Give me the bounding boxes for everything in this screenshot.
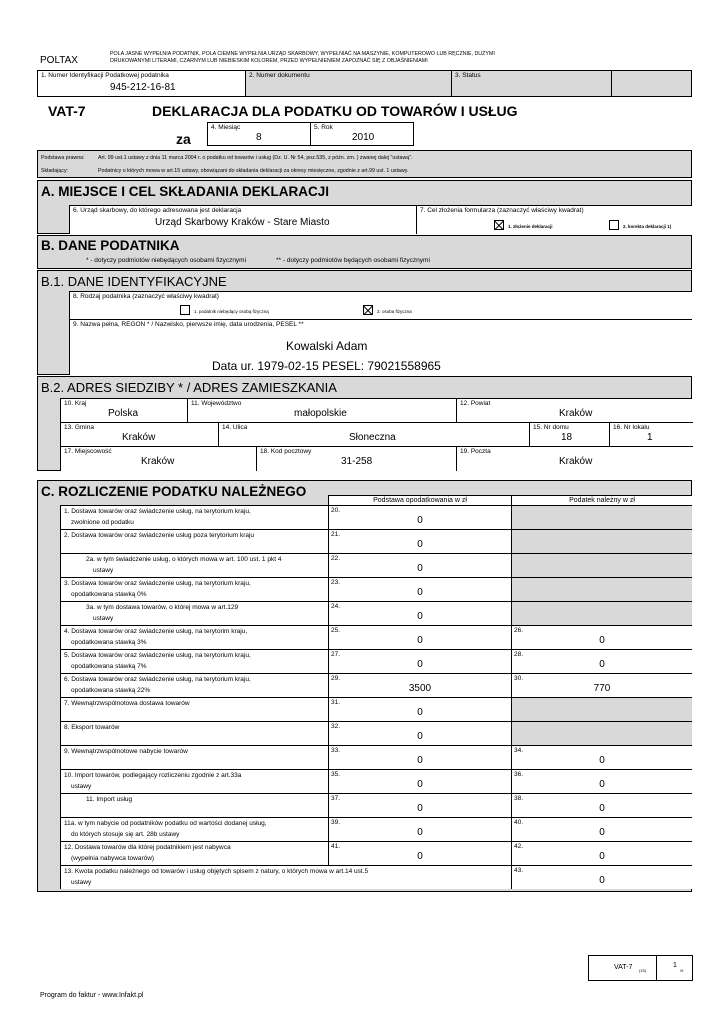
tax-due-field-number: 26. bbox=[514, 627, 524, 634]
tax-row bbox=[60, 601, 692, 625]
footer-form-version: (15) bbox=[639, 968, 647, 973]
tax-row bbox=[60, 721, 692, 745]
tax-base-field-number: 35. bbox=[331, 771, 341, 778]
tax-base-field-number: 41. bbox=[331, 843, 341, 850]
tax-due-value: 0 bbox=[599, 803, 605, 814]
tax-row-label-cell bbox=[60, 625, 328, 649]
county-label: 12. Powiat bbox=[460, 400, 491, 407]
submitter-text: Podatnicy o których mowa w art.15 ustawy, obowiązani do składania deklaracji za okresy miesięczne, zgodnie z art.99 ust. 1 ustawy. bbox=[98, 168, 409, 174]
submitter-label: Składający: bbox=[41, 168, 69, 174]
document-number-field bbox=[246, 71, 452, 96]
tax-row-label-line-1: 2. Dostawa towarów oraz świadczenie usług poza terytorium kraju bbox=[64, 532, 255, 539]
section-b2 bbox=[37, 376, 692, 471]
tax-due-cell bbox=[511, 505, 692, 529]
tax-due-cell[interactable] bbox=[511, 673, 692, 697]
tax-row bbox=[60, 529, 692, 553]
tax-row-label-line-1: 12. Dostawa towarów dla której podatnikiem jest nabywca bbox=[64, 844, 231, 851]
tax-row-label-line-1: 11a. w tym nabycie od podatników podatku od wartości dodanej usług, bbox=[64, 820, 267, 827]
tax-base-field-number: 27. bbox=[331, 651, 341, 658]
tax-row-label-line-2: ustawy bbox=[93, 567, 114, 574]
tax-due-field-number: 38. bbox=[514, 795, 524, 802]
purpose-label: 7. Cel złożenia formularza (zaznaczyć właściwy kwadrat) bbox=[420, 207, 584, 214]
tax-row bbox=[60, 505, 692, 529]
tax-base-cell[interactable] bbox=[328, 577, 511, 601]
tax-base-field-number: 33. bbox=[331, 747, 341, 754]
legal-basis-text: Art. 99 ust.1 ustawy z dnia 11 marca 2004 r. o podatku od towarów i usług (Dz. U. Nr 54, poz.535, z późn. zm. ) zwanej dalej "ustawą". bbox=[98, 155, 413, 161]
commune-value: Kraków bbox=[122, 432, 156, 443]
nip-label: 1. Numer Identyfikacji Podatkowej podatnika bbox=[41, 72, 169, 79]
address-grid bbox=[60, 398, 692, 471]
house-number-field[interactable] bbox=[530, 423, 610, 447]
form-code-box bbox=[589, 956, 657, 980]
tax-due-field-number: 43. bbox=[514, 867, 524, 874]
tax-base-field-number: 39. bbox=[331, 819, 341, 826]
street-value: Słoneczna bbox=[349, 432, 396, 443]
tax-base-value: 0 bbox=[417, 563, 423, 574]
tax-due-field-number: 40. bbox=[514, 819, 524, 826]
tax-row bbox=[60, 649, 692, 673]
tax-due-cell[interactable] bbox=[511, 817, 692, 841]
instructions bbox=[110, 51, 580, 65]
program-credit: Program do faktur - www.Infakt.pl bbox=[40, 992, 144, 999]
tax-row-label-line-1: 3. Dostawa towarów oraz świadczenie usług, na terytorium kraju, bbox=[64, 580, 251, 587]
tax-due-value: 770 bbox=[593, 683, 611, 694]
tax-base-value: 0 bbox=[417, 755, 423, 766]
column-header-base: Podstawa opodatkowania w zł bbox=[328, 495, 511, 505]
voivodeship-label: 11. Województwo bbox=[191, 400, 242, 407]
tax-row-label-line-1: 8. Eksport towarów bbox=[64, 724, 120, 731]
tax-row bbox=[60, 841, 692, 865]
tax-due-field-number: 42. bbox=[514, 843, 524, 850]
tax-due-cell[interactable] bbox=[511, 793, 692, 817]
taxpayer-type-field bbox=[69, 291, 692, 319]
tax-base-cell[interactable] bbox=[328, 625, 511, 649]
tax-base-cell[interactable] bbox=[328, 553, 511, 577]
tax-due-cell bbox=[511, 529, 692, 553]
tax-row bbox=[60, 673, 692, 697]
tax-base-field-number: 22. bbox=[331, 555, 341, 562]
section-a bbox=[37, 180, 692, 234]
form-code: VAT-7 bbox=[48, 103, 86, 119]
tax-base-cell[interactable] bbox=[328, 649, 511, 673]
flat-number-label: 16. Nr lokalu bbox=[613, 424, 650, 431]
house-number-label: 15. Nr domu bbox=[533, 424, 569, 431]
tax-due-field-number: 30. bbox=[514, 675, 524, 682]
tax-base-value: 3500 bbox=[408, 683, 432, 694]
tax-rows bbox=[38, 505, 692, 892]
tax-row-label-line-1: 4. Dostawa towarów oraz świadczenie usług, na terytorim kraju, bbox=[64, 628, 248, 635]
status-field bbox=[452, 71, 612, 96]
page-box bbox=[588, 955, 693, 981]
city-label: 17. Miejscowość bbox=[64, 448, 112, 455]
tax-base-value: 0 bbox=[417, 731, 423, 742]
county-field[interactable] bbox=[457, 399, 693, 423]
tax-base-cell[interactable] bbox=[328, 769, 511, 793]
tax-row-label-line-1: 3a. w tym dostawa towarów, o której mowa w art.129 bbox=[86, 604, 239, 611]
tax-base-value: 0 bbox=[417, 515, 423, 526]
tax-row-label-line-1: 9. Wewnątrzwspólnotowe nabycie towarów bbox=[64, 748, 188, 755]
tax-base-cell[interactable] bbox=[328, 601, 511, 625]
tax-due-value: 0 bbox=[599, 851, 605, 862]
tax-base-value: 0 bbox=[417, 707, 423, 718]
voivodeship-field[interactable] bbox=[188, 399, 457, 423]
tax-base-value: 0 bbox=[417, 659, 423, 670]
post-office-value: Kraków bbox=[559, 456, 593, 467]
tax-base-cell[interactable] bbox=[328, 745, 511, 769]
voivodeship-value: małopolskie bbox=[294, 408, 347, 419]
tax-row-label-cell bbox=[60, 529, 328, 553]
tax-base-value: 0 bbox=[417, 635, 423, 646]
tax-due-cell[interactable] bbox=[511, 841, 692, 865]
taxpayer-type-label: 8. Rodzaj podatnika (zaznaczyć właściwy kwadrat) bbox=[73, 293, 219, 300]
tax-due-value: 0 bbox=[599, 659, 605, 670]
tax-base-cell[interactable] bbox=[328, 697, 511, 721]
tax-row bbox=[60, 865, 692, 889]
city-field[interactable] bbox=[61, 447, 257, 471]
street-label: 14. Ulica bbox=[222, 424, 248, 431]
tax-row-label-line-2: ustawy bbox=[71, 783, 92, 790]
tax-base-field-number: 20. bbox=[331, 507, 341, 514]
tax-base-field-number: 21. bbox=[331, 531, 341, 538]
postal-code-label: 18. Kod pocztowy bbox=[260, 448, 312, 455]
tax-due-cell[interactable] bbox=[511, 865, 692, 889]
tax-row bbox=[60, 553, 692, 577]
year-label: 5. Rok bbox=[314, 124, 333, 131]
section-b-note-1: * - dotyczy podmiotów niebędących osobami fizycznymi bbox=[86, 257, 247, 264]
status-label: 3. Status bbox=[455, 72, 481, 79]
taxpayer-birth-pesel-value: Data ur. 1979-02-15 PESEL: 79021558965 bbox=[212, 359, 441, 373]
tax-due-value: 0 bbox=[599, 755, 605, 766]
country-label: 10. Kraj bbox=[64, 400, 87, 407]
nip-value: 945-212-16-81 bbox=[110, 82, 176, 93]
brand-label: POLTAX bbox=[40, 55, 78, 66]
country-field[interactable] bbox=[61, 399, 188, 423]
country-value: Polska bbox=[108, 408, 139, 419]
tax-row-label-line-1: 1. Dostawa towarów oraz świadczenie usług, na terytorium kraju, bbox=[64, 508, 251, 515]
tax-base-cell[interactable] bbox=[328, 529, 511, 553]
tax-row-label-line-1: 13. Kwota podatku należnego od towarów i usług objętych spisem z natury, o których mowa w art.14 ust.5 bbox=[64, 868, 369, 875]
tax-base-field-number: 23. bbox=[331, 579, 341, 586]
house-number-value: 18 bbox=[561, 432, 573, 443]
tax-row-label-line-2: ustawy bbox=[71, 879, 92, 886]
footer-form-code: VAT-7 bbox=[614, 964, 633, 971]
commune-label: 13. Gmina bbox=[64, 424, 94, 431]
tax-row-label-line-1: 11. Import usług bbox=[86, 796, 133, 803]
tax-row-label-line-2: opodatkowana stawką 3% bbox=[71, 639, 147, 646]
tax-row-label-cell bbox=[60, 553, 328, 577]
tax-row-label-cell bbox=[60, 577, 328, 601]
commune-field[interactable] bbox=[61, 423, 219, 447]
tax-row-label-cell bbox=[60, 865, 511, 889]
street-field[interactable] bbox=[219, 423, 530, 447]
tax-row-label-line-1: 2a. w tym świadczenie usług, o których mowa w art. 100 ust. 1 pkt 4 bbox=[86, 556, 282, 563]
post-office-field[interactable] bbox=[457, 447, 693, 471]
tax-base-field-number: 32. bbox=[331, 723, 341, 730]
year-value: 2010 bbox=[352, 132, 375, 143]
month-value: 8 bbox=[256, 132, 262, 143]
tax-base-value: 0 bbox=[417, 539, 423, 550]
footer-page-total: /9 bbox=[680, 968, 684, 973]
tax-row-label-cell bbox=[60, 793, 328, 817]
city-value: Kraków bbox=[141, 456, 175, 467]
taxpayer-type-person-label: 2. osoba fizyczna bbox=[377, 309, 412, 314]
taxpayer-name-field[interactable] bbox=[69, 319, 692, 375]
tax-base-field-number: 25. bbox=[331, 627, 341, 634]
flat-number-field[interactable] bbox=[610, 423, 693, 447]
tax-due-cell bbox=[511, 721, 692, 745]
purpose-field bbox=[416, 205, 692, 234]
tax-due-cell bbox=[511, 601, 692, 625]
tax-row bbox=[60, 577, 692, 601]
post-office-label: 19. Poczta bbox=[460, 448, 491, 455]
tax-row-label-cell bbox=[60, 697, 328, 721]
year-field[interactable] bbox=[310, 122, 414, 146]
tax-row-label-cell bbox=[60, 721, 328, 745]
period-za-label: za bbox=[176, 131, 191, 147]
tax-row-label-cell bbox=[60, 817, 328, 841]
tax-due-cell bbox=[511, 697, 692, 721]
taxpayer-name-label: 9. Nazwa pełna, REGON * / Nazwisko, pierwsze imię, data urodzenia, PESEL ** bbox=[73, 321, 304, 328]
postal-code-field[interactable] bbox=[257, 447, 457, 471]
legal-basis bbox=[37, 150, 692, 178]
month-label: 4. Miesiąc bbox=[211, 124, 241, 131]
tax-base-cell[interactable] bbox=[328, 673, 511, 697]
tax-due-cell[interactable] bbox=[511, 769, 692, 793]
tax-due-field-number: 34. bbox=[514, 747, 524, 754]
postal-code-value: 31-258 bbox=[341, 456, 373, 467]
tax-row-label-line-2: zwolnione od podatku bbox=[71, 519, 134, 526]
form-title: DEKLARACJA DLA PODATKU OD TOWARÓW I USŁUG bbox=[152, 103, 518, 119]
county-value: Kraków bbox=[559, 408, 593, 419]
tax-base-value: 0 bbox=[417, 827, 423, 838]
taxpayer-type-legal-checkbox[interactable] bbox=[180, 305, 190, 315]
tax-row-label-line-2: do których stosuje się art. 28b ustawy bbox=[71, 831, 180, 838]
tax-base-value: 0 bbox=[417, 611, 423, 622]
tax-row-label-cell bbox=[60, 769, 328, 793]
tax-row bbox=[60, 697, 692, 721]
tax-row bbox=[60, 625, 692, 649]
tax-due-cell bbox=[511, 577, 692, 601]
tax-office-label: 6. Urząd skarbowy, do którego adresowana jest deklaracja bbox=[73, 207, 242, 214]
tax-base-cell[interactable] bbox=[328, 721, 511, 745]
tax-office-field[interactable] bbox=[69, 205, 416, 234]
tax-row-label-line-2: opodatkowana stawką 0% bbox=[71, 591, 147, 598]
tax-row-label-line-1: 10. Import towarów, podlegający rozliczeniu zgodnie z art.33a bbox=[64, 772, 242, 779]
tax-row bbox=[60, 769, 692, 793]
purpose-option-1-checkbox[interactable] bbox=[494, 220, 504, 230]
tax-due-value: 0 bbox=[599, 827, 605, 838]
tax-base-field-number: 31. bbox=[331, 699, 341, 706]
legal-basis-label: Podstawa prawna: bbox=[41, 155, 85, 161]
tax-row-label-line-2: ustawy bbox=[93, 615, 114, 622]
tax-due-cell bbox=[511, 553, 692, 577]
section-b1-title: B.1. DANE IDENTYFIKACYJNE bbox=[41, 274, 227, 289]
instructions-line-1: POLA JASNE WYPEŁNIA PODATNIK, POLA CIEMNE WYPEŁNIA URZĄD SKARBOWY, WYPEŁNIAĆ NA MASZYNIE, KOMPUTEROWO LUB RĘCZNIE, DUŻYMI bbox=[110, 51, 495, 57]
tax-base-field-number: 37. bbox=[331, 795, 341, 802]
tax-base-value: 0 bbox=[417, 851, 423, 862]
tax-base-field-number: 24. bbox=[331, 603, 341, 610]
taxpayer-name-value: Kowalski Adam bbox=[286, 339, 368, 353]
column-header-tax: Podatek należny w zł bbox=[511, 495, 692, 505]
tax-row-label-line-2: opodatkowana stawką 22% bbox=[71, 687, 151, 694]
tax-due-field-number: 36. bbox=[514, 771, 524, 778]
tax-due-cell[interactable] bbox=[511, 745, 692, 769]
purpose-option-2-checkbox[interactable] bbox=[609, 220, 619, 230]
tax-due-value: 0 bbox=[599, 779, 605, 790]
tax-row-label-cell bbox=[60, 673, 328, 697]
tax-row-label-line-2: (wypełnia nabywca towarów) bbox=[71, 855, 155, 862]
tax-row-label-line-2: opodatkowana stawką 7% bbox=[71, 663, 147, 670]
taxpayer-type-person-checkbox[interactable] bbox=[363, 305, 373, 315]
purpose-option-2-label: 2. korekta deklaracji 1) bbox=[623, 224, 672, 229]
tax-base-value: 0 bbox=[417, 587, 423, 598]
section-c-title: C. ROZLICZENIE PODATKU NALEŻNEGO bbox=[41, 484, 307, 499]
tax-row-label-cell bbox=[60, 649, 328, 673]
tax-row-label-line-1: 6. Dostawa towarów oraz świadczenie usług, na terytorium kraju, bbox=[64, 676, 251, 683]
tax-row bbox=[60, 793, 692, 817]
flat-number-value: 1 bbox=[647, 432, 653, 443]
nip-field[interactable] bbox=[38, 71, 246, 96]
tax-row-label-line-1: 7. Wewnątrzwspólnotowa dostawa towarów bbox=[64, 700, 190, 707]
tax-due-cell[interactable] bbox=[511, 649, 692, 673]
header-box bbox=[37, 70, 692, 97]
tax-row-label-cell bbox=[60, 505, 328, 529]
section-b-title: B. DANE PODATNIKA bbox=[41, 238, 180, 253]
tax-office-value: Urząd Skarbowy Kraków - Stare Miasto bbox=[155, 217, 330, 228]
tax-row bbox=[60, 817, 692, 841]
tax-base-field-number: 29. bbox=[331, 675, 341, 682]
tax-base-value: 0 bbox=[417, 779, 423, 790]
tax-due-value: 0 bbox=[599, 635, 605, 646]
footer-page-number: 1 bbox=[673, 962, 677, 969]
section-b2-title: B.2. ADRES SIEDZIBY * / ADRES ZAMIESZKANIA bbox=[41, 380, 337, 395]
instructions-line-2: DRUKOWANYMI LITERAMI, CZARNYM LUB NIEBIESKIM KOLOREM, PRZED WYPEŁNIENIEM ZAPOZNAĆ SIĘ Z OBJAŚNIENIAMI bbox=[110, 58, 428, 64]
tax-row-label-cell bbox=[60, 601, 328, 625]
document-number-label: 2. Numer dokumentu bbox=[249, 72, 310, 79]
tax-base-cell[interactable] bbox=[328, 793, 511, 817]
section-b1 bbox=[37, 270, 692, 375]
tax-due-cell[interactable] bbox=[511, 625, 692, 649]
month-field[interactable] bbox=[207, 122, 311, 146]
tax-due-value: 0 bbox=[599, 875, 605, 886]
section-b bbox=[37, 235, 692, 269]
tax-base-cell[interactable] bbox=[328, 841, 511, 865]
taxpayer-type-legal-label: 1. podatnik niebędący osobą fizyczną bbox=[194, 309, 269, 314]
tax-base-value: 0 bbox=[417, 803, 423, 814]
section-a-title: A. MIEJSCE I CEL SKŁADANIA DEKLARACJI bbox=[41, 184, 330, 199]
tax-base-cell[interactable] bbox=[328, 817, 511, 841]
tax-row-label-cell bbox=[60, 745, 328, 769]
tax-row-label-cell bbox=[60, 841, 328, 865]
tax-base-cell[interactable] bbox=[328, 505, 511, 529]
tax-row-label-line-1: 5. Dostawa towarów oraz świadczenie usług, na terytorium kraju, bbox=[64, 652, 251, 659]
purpose-option-1-label: 1. złożenie deklaracji bbox=[508, 224, 553, 229]
tax-due-field-number: 28. bbox=[514, 651, 524, 658]
tax-row bbox=[60, 745, 692, 769]
section-b-note-2: ** - dotyczy podmiotów będących osobami fizycznymi bbox=[276, 257, 430, 264]
section-c bbox=[37, 480, 692, 892]
